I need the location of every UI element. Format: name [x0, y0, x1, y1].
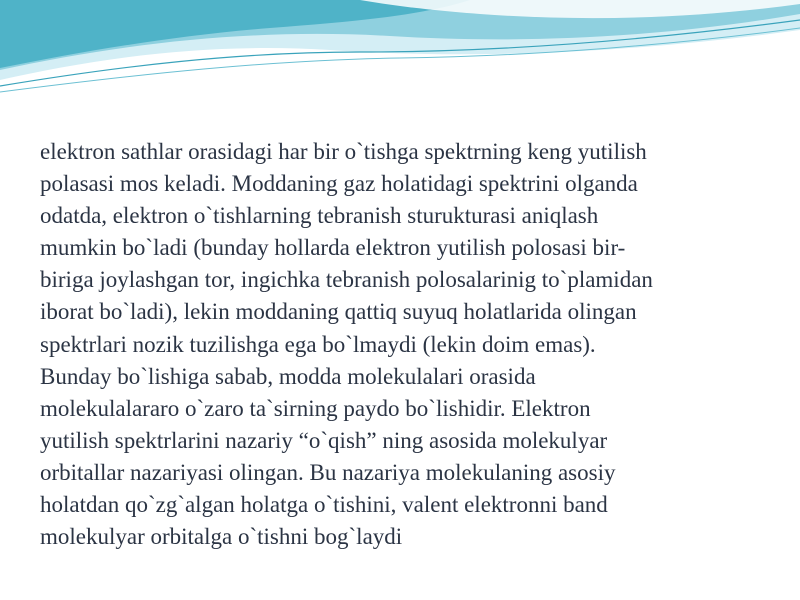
- text-line-4: mumkin bo`ladi (bunday hollarda elektron yutilish polosasi bir-: [40, 235, 626, 261]
- wave-decoration: [0, 0, 800, 100]
- text-line-5: biriga joylashgan tor, ingichka tebranish polosalarinig to`plamidan: [40, 267, 653, 293]
- text-line-10: yutilish spektrlarini nazariy “o`qish” ning asosida molekulyar: [40, 427, 608, 453]
- text-line-13: molekulyar orbitalga o`tishni bog`laydi: [40, 524, 403, 550]
- body-paragraph: [40, 136, 775, 553]
- text-line-9: molekulalararo o`zaro ta`sirning paydo bo`lishidir. Elektron: [40, 395, 591, 421]
- text-line-11: orbitallar nazariyasi olingan. Bu nazariya molekulaning asosiy: [40, 459, 616, 485]
- text-line-7: spektrlari nozik tuzilishga ega bo`lmaydi (lekin doim emas).: [40, 331, 596, 357]
- text-line-2: polasasi mos keladi. Moddaning gaz holatidagi spektrini olganda: [40, 171, 638, 197]
- text-line-3: odatda, elektron o`tishlarning tebranish sturukturasi aniqlash: [40, 203, 599, 229]
- text-line-8: Bunday bo`lishiga sabab, modda molekulalari orasida: [40, 363, 536, 389]
- text-line-6: iborat bo`ladi), lekin moddaning qattiq suyuq holatlarida olingan: [40, 299, 637, 325]
- text-line-1: elektron sathlar orasidagi har bir o`tishga spektrning keng yutilish: [40, 139, 647, 164]
- text-line-12: holatdan qo`zg`algan holatga o`tishini, valent elektronni band: [40, 492, 608, 518]
